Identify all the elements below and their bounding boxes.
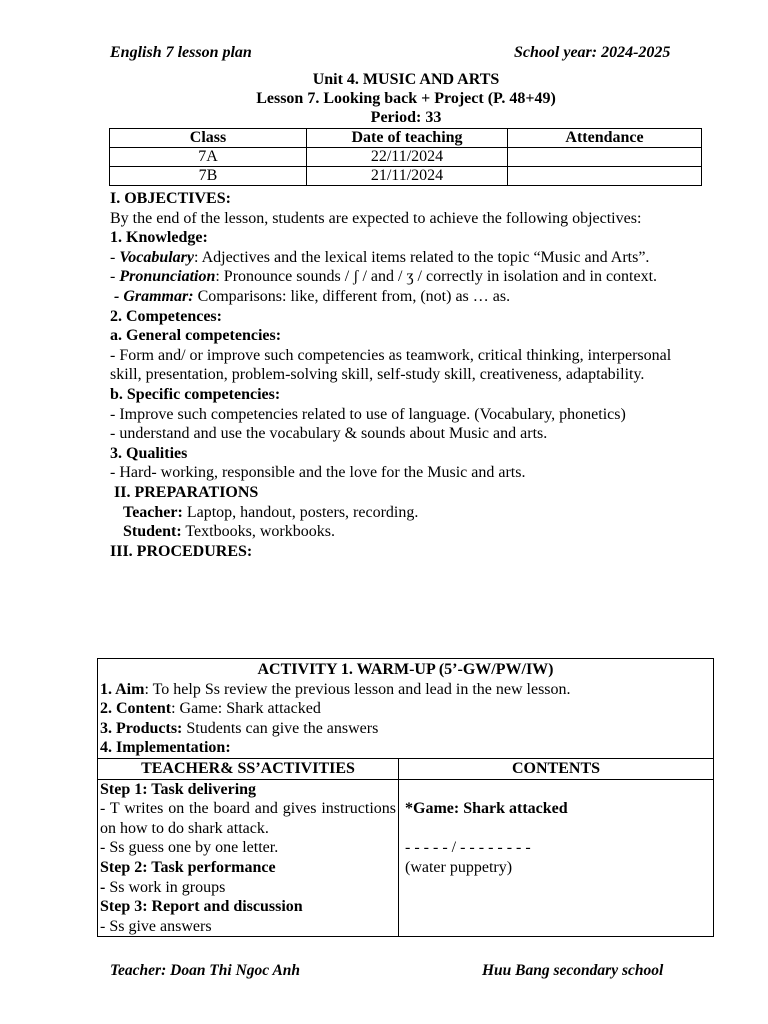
header-subject: English 7 lesson plan [110, 44, 252, 61]
step-1-heading: Step 1: Task delivering [100, 780, 257, 798]
products-line [100, 719, 711, 739]
step-2-heading: Step 2: Task performance [100, 858, 276, 876]
activity-columns-body [98, 779, 713, 937]
class-cell: 7A [110, 148, 307, 167]
vocabulary-text: : Adjectives and the lexical items related to the topic “Music and Arts”. [194, 248, 650, 266]
table-row [110, 167, 702, 186]
game-answer: (water puppetry) [405, 858, 513, 876]
step-1-text: - T writes on the board and gives instructions on how to do shark attack. [100, 800, 396, 837]
class-header: Class [110, 129, 307, 148]
student-preparation [110, 522, 694, 542]
date-cell: 22/11/2024 [307, 148, 508, 167]
game-blanks: - - - - - / - - - - - - - - [405, 839, 531, 857]
step-3-heading: Step 3: Report and discussion [100, 898, 303, 916]
student-text: Textbooks, workbooks. [181, 523, 335, 541]
date-cell: 21/11/2024 [307, 167, 508, 186]
footer-teacher: Teacher: Doan Thi Ngoc Anh [110, 962, 301, 979]
aim-line [100, 680, 711, 700]
lesson-body [110, 189, 694, 561]
contents-column [399, 780, 713, 937]
contents-header: CONTENTS [511, 759, 601, 777]
general-competencies-heading: a. General competencies: [110, 327, 282, 345]
step-2-line: - Ss work in groups [100, 878, 226, 896]
aim-text: : To help Ss review the previous lesson and lead in the new lesson. [144, 680, 571, 698]
objectives-intro: By the end of the lesson, students are expected to achieve the following objectives: [110, 209, 642, 227]
vocabulary-line: - Vocabulary: Adjectives and the lexical items related to the topic “Music and Arts”. [110, 248, 650, 266]
specific-competencies-text-2: - understand and use the vocabulary & sounds about Music and arts. [110, 425, 548, 443]
implementation-label: 4. Implementation: [100, 739, 231, 757]
attendance-cell [508, 148, 702, 167]
teacher-preparation [110, 503, 694, 523]
general-competencies-text: - Form and/ or improve such competencies as teamwork, critical thinking, interpersonal skill, presentation, problem-solving skill, self-study skill, creativeness, adaptability. [110, 346, 672, 384]
content-line [100, 699, 711, 719]
class-cell: 7B [110, 167, 307, 186]
unit-title: Unit 4. MUSIC AND ARTS [312, 71, 500, 88]
activities-column [98, 780, 399, 937]
header-school-year: School year: 2024-2025 [514, 44, 671, 61]
qualities-heading: 3. Qualities [110, 444, 188, 462]
step-2-text: Ss work in groups [105, 878, 226, 896]
teacher-text: Laptop, handout, posters, recording. [182, 503, 419, 521]
knowledge-heading: 1. Knowledge: [110, 229, 208, 247]
student-label: Student: [123, 523, 182, 541]
attendance-header: Attendance [508, 129, 702, 148]
vocabulary-label: Vocabulary [119, 248, 194, 266]
grammar-label: Grammar: [123, 287, 194, 305]
pronunciation-label: Pronunciation [119, 268, 216, 286]
preparations-heading: II. PREPARATIONS [114, 483, 259, 501]
activity-columns-header [98, 758, 713, 779]
products-label: 3. Products: [100, 719, 183, 737]
class-table-header [110, 129, 702, 148]
content-text: : Game: Shark attacked [171, 700, 321, 718]
teacher-ss-activities-header: TEACHER& SS’ACTIVITIES [98, 759, 399, 779]
products-text: Students can give the answers [182, 719, 379, 737]
objectives-heading: I. OBJECTIVES: [110, 190, 231, 207]
specific-competencies-heading: b. Specific competencies: [110, 385, 281, 403]
step-3-text: - Ss give answers [100, 917, 212, 935]
content-label: 2. Content [100, 700, 172, 718]
step-1-text-2: - Ss guess one by one letter. [100, 839, 279, 857]
aim-label: 1. Aim [100, 680, 145, 698]
teacher-label: Teacher: [123, 503, 183, 521]
qualities-text: - Hard- working, responsible and the love for the Music and arts. [110, 464, 526, 482]
lesson-title: Lesson 7. Looking back + Project (P. 48+49) [256, 90, 556, 107]
footer-school: Huu Bang secondary school [482, 962, 664, 979]
class-table [109, 128, 702, 186]
pronunciation-line: - Pronunciation: Pronounce sounds / ʃ / and / ʒ / correctly in isolation and in context. [110, 268, 658, 286]
specific-competencies-text-1: - Improve such competencies related to use of language. (Vocabulary, phonetics) [110, 405, 626, 423]
grammar-text: Comparisons: like, different from, (not) as … as. [193, 287, 511, 305]
pronunciation-text: : Pronounce sounds / ʃ / and / ʒ / correctly in isolation and in context. [215, 268, 658, 286]
date-header: Date of teaching [307, 129, 508, 148]
table-row [110, 148, 702, 167]
activity-title: ACTIVITY 1. WARM-UP (5’-GW/PW/IW) [257, 661, 554, 678]
game-title: *Game: Shark attacked [405, 800, 568, 818]
attendance-cell [508, 167, 702, 186]
period-title: Period: 33 [370, 109, 442, 126]
activity-table [97, 658, 714, 937]
grammar-line: - Grammar: Comparisons: like, different from, (not) as … as. [114, 287, 511, 305]
procedures-heading: III. PROCEDURES: [110, 542, 253, 560]
competences-heading: 2. Competences: [110, 307, 222, 325]
activity-header-block [98, 659, 713, 758]
